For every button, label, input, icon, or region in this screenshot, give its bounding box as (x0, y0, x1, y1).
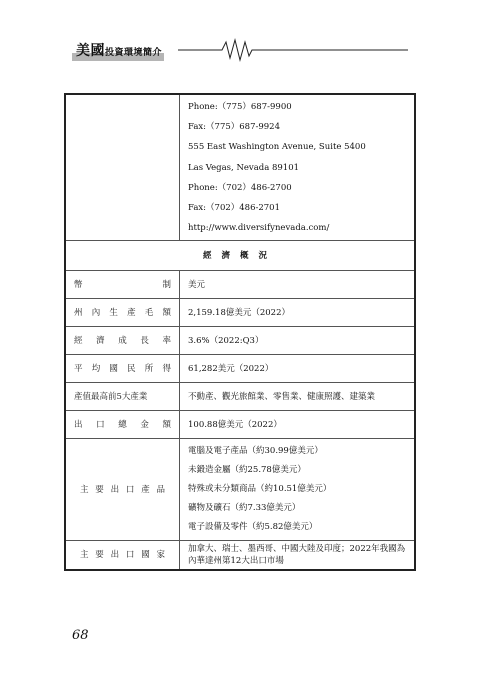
running-header-title (76, 40, 162, 60)
row-label-char: 品 (156, 484, 165, 495)
row-label (65, 383, 180, 411)
table-row (65, 299, 415, 327)
row-value: 100.88億美元（2022） (180, 411, 416, 439)
row-label-char: 經 (74, 335, 83, 346)
section-title: 經濟概況 (65, 241, 415, 271)
row-label-char: 國 (109, 363, 118, 374)
contact-website-link[interactable]: http://www.diversifynevada.com/ (188, 223, 330, 234)
heartbeat-line-icon (0, 38, 480, 62)
row-label-char: 出 (110, 550, 120, 561)
row-label-char: 平 (74, 363, 83, 374)
row-label-char: 生 (109, 307, 118, 318)
row-label-char: 出 (110, 484, 120, 495)
row-label-char: 口 (125, 484, 135, 495)
table-row (65, 383, 415, 411)
contact-info-cell (180, 94, 416, 241)
row-value: 3.6%（2022:Q3） (180, 327, 416, 355)
economic-profile-table (64, 93, 416, 571)
row-label-char: 率 (162, 335, 171, 346)
table-row (65, 327, 415, 355)
row-label-text (74, 419, 171, 431)
row-label-char: 家 (156, 550, 165, 561)
row-value: 加拿大、瑞士、墨西哥、中國大陸及印度；2022年我國為內華達州第12大出口市場 (180, 541, 416, 571)
row-label-char: 制 (162, 279, 171, 290)
contact-address-street: 555 East Washington Avenue, Suite 5400 (188, 142, 366, 153)
contact-row (65, 94, 415, 241)
row-label-char: 金 (140, 419, 149, 430)
row-label-char: 毛 (144, 307, 154, 318)
row-label-char: 產 (141, 484, 150, 495)
row-label (65, 299, 180, 327)
header-title-main: 美國 (76, 43, 105, 59)
row-label-char: 要 (95, 484, 104, 495)
row-label-char: 成 (118, 335, 127, 346)
page-header (0, 38, 480, 62)
row-label-char: 長 (140, 335, 149, 346)
row-label-text (74, 484, 171, 496)
contact-phone-2: Phone:（702）486-2700 (188, 182, 292, 193)
row-label (65, 439, 180, 541)
row-label-text (74, 335, 171, 347)
row-value-list (180, 439, 416, 541)
contact-fax-1: Fax:（775）687-9924 (188, 122, 280, 133)
row-label-char: 總 (118, 419, 127, 430)
contact-address-city: Las Vegas, Nevada 89101 (188, 162, 300, 173)
export-product-item: 電子設備及零件（約5.82億美元） (188, 522, 318, 533)
row-label-char: 產 (127, 307, 136, 318)
row-label (65, 327, 180, 355)
header-title-sub: 投資環境簡介 (105, 48, 163, 58)
export-product-item: 未鍛造金屬（約25.78億美元） (188, 465, 306, 476)
contact-fax-2: Fax:（702）486-2701 (188, 202, 280, 213)
row-value: 2,159.18億美元（2022） (180, 299, 416, 327)
row-label-char: 得 (162, 363, 171, 374)
export-product-item: 電腦及電子產品（約30.99億美元） (188, 446, 323, 457)
row-label-text (74, 307, 171, 319)
row-label-char: 所 (144, 363, 154, 374)
row-label-char: 額 (162, 307, 171, 318)
row-label-char: 額 (162, 419, 171, 430)
row-label-char: 均 (91, 363, 101, 374)
row-label-char: 濟 (96, 335, 105, 346)
row-label-char: 州 (74, 307, 83, 318)
row-label (65, 355, 180, 383)
table-row (65, 411, 415, 439)
row-label-char: 內 (91, 307, 101, 318)
row-label-text (74, 279, 171, 291)
row-label (65, 411, 180, 439)
row-label-char: 主 (80, 550, 89, 561)
export-product-item: 特殊或未分類商品（約10.51億美元） (188, 484, 332, 495)
row-label-char: 口 (96, 419, 105, 430)
page-number: 68 (72, 628, 89, 643)
row-label-text: 產值最高前5大產業 (74, 391, 148, 402)
row-label-char: 口 (125, 550, 135, 561)
row-label-char: 幣 (74, 279, 83, 290)
row-label-char: 國 (141, 550, 150, 561)
section-header-row (65, 241, 415, 271)
table-row (65, 439, 415, 541)
row-label-char: 民 (127, 363, 136, 374)
row-label-char: 要 (95, 550, 104, 561)
row-label-text (74, 549, 171, 561)
contact-phone-1: Phone:（775）687-9900 (188, 102, 292, 112)
row-value: 不動產、觀光旅館業、零售業、健康照護、建築業 (180, 383, 416, 411)
row-label (65, 271, 180, 299)
row-label-char: 主 (80, 484, 89, 495)
row-value: 61,282美元（2022） (180, 355, 416, 383)
row-label (65, 541, 180, 571)
table-row (65, 271, 415, 299)
row-value: 美元 (180, 271, 416, 299)
export-product-item: 礦物及礦石（約7.33億美元） (188, 503, 301, 514)
row-label-text (74, 363, 171, 375)
row-label-char: 出 (74, 419, 83, 430)
contact-label-cell (65, 94, 180, 241)
table-row (65, 541, 415, 571)
table-row (65, 355, 415, 383)
